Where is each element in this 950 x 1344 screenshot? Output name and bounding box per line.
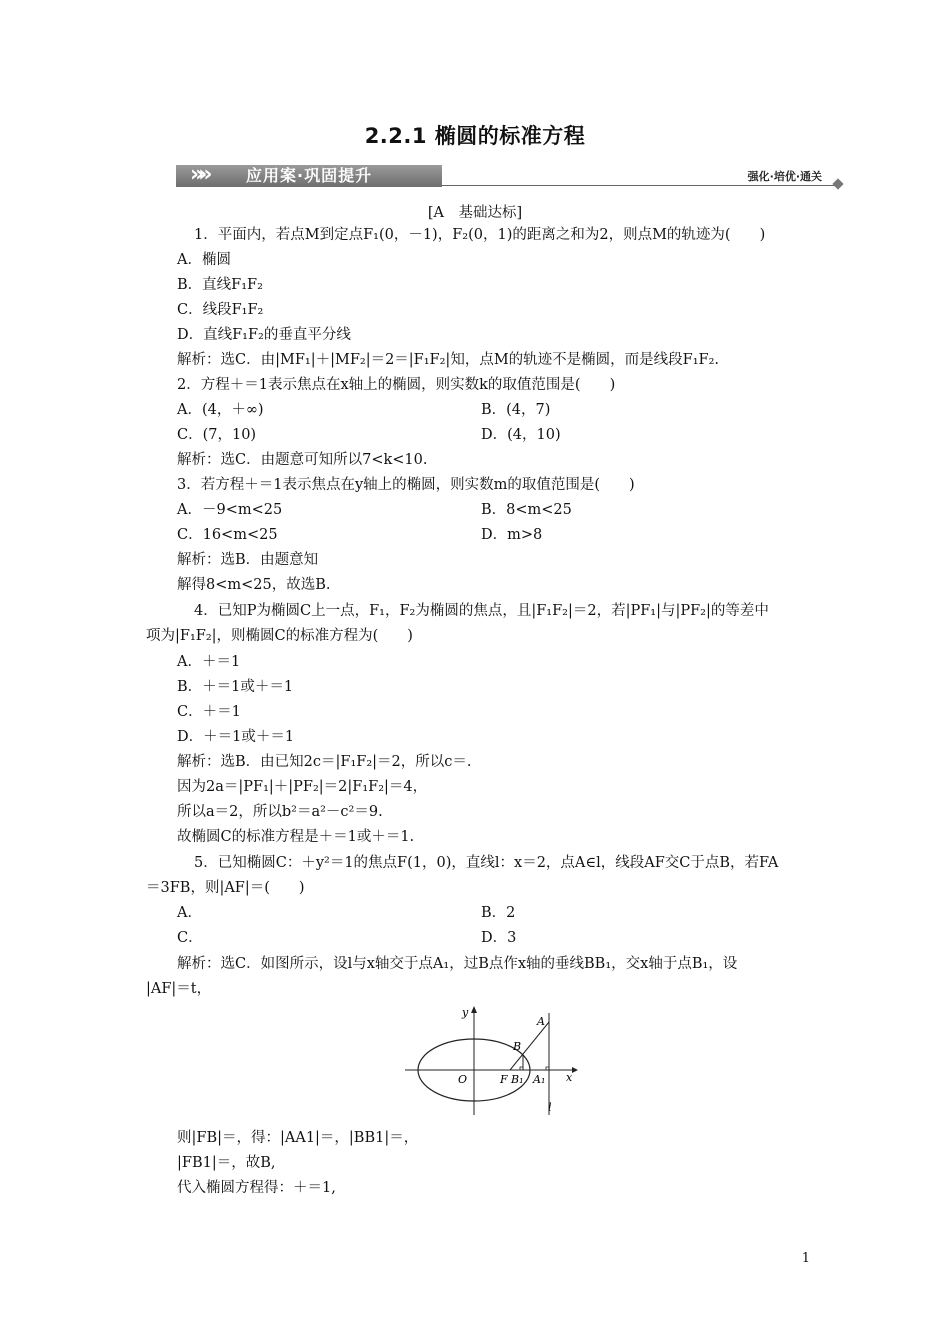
q4-option-a: A．＋＝1 bbox=[177, 654, 241, 670]
label-o: O bbox=[458, 1073, 468, 1086]
q3-option-d: D．m>8 bbox=[481, 527, 543, 543]
double-chevron-icon: »» bbox=[190, 162, 207, 187]
q5-stem: 5．已知椭圆C：＋y²＝1的焦点F(1，0)，直线l：x＝2，点A∈l，线段AF交C于点B，若FA bbox=[194, 855, 779, 871]
q2-option-a: A．(4，＋∞) bbox=[177, 402, 264, 418]
label-a: A bbox=[537, 1015, 545, 1028]
q1-option-b: B．直线F₁F₂ bbox=[177, 277, 263, 293]
q4-option-d: D．＋＝1或＋＝1 bbox=[177, 729, 295, 745]
label-x: x bbox=[566, 1071, 573, 1084]
banner-rule bbox=[442, 185, 840, 186]
banner-left-text: 应用案·巩固提升 bbox=[246, 166, 373, 185]
q5-option-a: A． bbox=[177, 905, 202, 921]
q5-option-d: D．3 bbox=[481, 930, 517, 946]
label-b: B bbox=[513, 1040, 522, 1053]
q3-option-b: B．8<m<25 bbox=[481, 502, 572, 518]
section-heading: [A 基础达标] bbox=[427, 205, 523, 221]
q5-solution-cont: |AF|＝t， bbox=[146, 981, 212, 997]
banner-right-text: 强化·培优·通关 bbox=[747, 170, 822, 183]
q2-stem: 2．方程＋＝1表示焦点在x轴上的椭圆，则实数k的取值范围是( ) bbox=[177, 377, 616, 393]
y-axis-arrow-icon bbox=[471, 1006, 477, 1013]
q5-solution-line4: |FB1|＝，故B, bbox=[177, 1155, 276, 1171]
q4-stem: 4．已知P为椭圆C上一点，F₁，F₂为椭圆的焦点，且|F₁F₂|＝2，若|PF₁|与|PF₂|的等差中 bbox=[194, 603, 769, 619]
q4-solution-line2: 因为2a＝|PF₁|＋|PF₂|＝2|F₁F₂|＝4， bbox=[177, 779, 428, 795]
q1-option-c: C．线段F₁F₂ bbox=[177, 302, 264, 318]
q2-option-b: B．(4，7) bbox=[481, 402, 551, 418]
q4-solution-line3: 所以a＝2，所以b²＝a²－c²＝9. bbox=[177, 804, 383, 820]
q4-option-c: C．＋＝1 bbox=[177, 704, 241, 720]
q4-option-b: B．＋＝1或＋＝1 bbox=[177, 679, 294, 695]
q3-option-c: C．16<m<25 bbox=[177, 527, 278, 543]
q3-stem: 3．若方程＋＝1表示焦点在y轴上的椭圆，则实数m的取值范围是( ) bbox=[177, 477, 635, 493]
q2-option-c: C．(7，10) bbox=[177, 427, 257, 443]
q3-solution-cont: 解得8<m<25，故选B. bbox=[177, 577, 331, 593]
q1-option-d: D．直线F₁F₂的垂直平分线 bbox=[177, 327, 351, 343]
q4-solution: 解析：选B．由已知2c＝|F₁F₂|＝2，所以c＝. bbox=[177, 754, 472, 770]
q5-solution-line5: 代入椭圆方程得：＋＝1, bbox=[177, 1180, 336, 1196]
q1-stem: 1．平面内，若点M到定点F₁(0，－1)，F₂(0，1)的距离之和为2，则点M的轨迹为( ) bbox=[194, 227, 766, 243]
q1-option-a: A．椭圆 bbox=[177, 252, 231, 268]
q1-solution: 解析：选C．由|MF₁|＋|MF₂|＝2＝|F₁F₂|知，点M的轨迹不是椭圆，而是线段F₁F₂. bbox=[177, 352, 720, 368]
label-b1: B₁ bbox=[511, 1073, 524, 1086]
q5-option-c: C． bbox=[177, 930, 203, 946]
q4-stem-cont: 项为|F₁F₂|，则椭圆C的标准方程为( ) bbox=[146, 628, 413, 644]
section-banner bbox=[176, 160, 836, 190]
q5-solution: 解析：选C．如图所示，设l与x轴交于点A₁，过B点作x轴的垂线BB₁，交x轴于点B₁，设 bbox=[177, 956, 738, 972]
q2-solution: 解析：选C．由题意可知所以7<k<10. bbox=[177, 452, 428, 468]
x-axis-arrow-icon bbox=[572, 1067, 578, 1073]
label-f: F bbox=[500, 1073, 508, 1086]
q5-solution-line3: 则|FB|＝，得：|AA1|＝，|BB1|＝， bbox=[177, 1130, 419, 1146]
label-a1: A₁ bbox=[533, 1073, 546, 1086]
diamond-icon bbox=[832, 178, 843, 189]
q5-option-b: B．2 bbox=[481, 905, 516, 921]
q5-stem-cont: ＝3FB，则|AF|＝( ) bbox=[146, 880, 305, 896]
ellipse-figure bbox=[400, 1003, 585, 1123]
ellipse-diagram bbox=[400, 1003, 585, 1123]
q4-solution-line4: 故椭圆C的标准方程是＋＝1或＋＝1. bbox=[177, 829, 415, 845]
q2-option-d: D．(4，10) bbox=[481, 427, 561, 443]
page-number: 1 bbox=[801, 1251, 810, 1266]
page-title: 2.2.1 椭圆的标准方程 bbox=[364, 124, 586, 148]
label-l: l bbox=[548, 1101, 552, 1114]
q3-solution: 解析：选B．由题意知 bbox=[177, 552, 319, 568]
q3-option-a: A．－9<m<25 bbox=[177, 502, 283, 518]
label-y: y bbox=[462, 1006, 469, 1019]
